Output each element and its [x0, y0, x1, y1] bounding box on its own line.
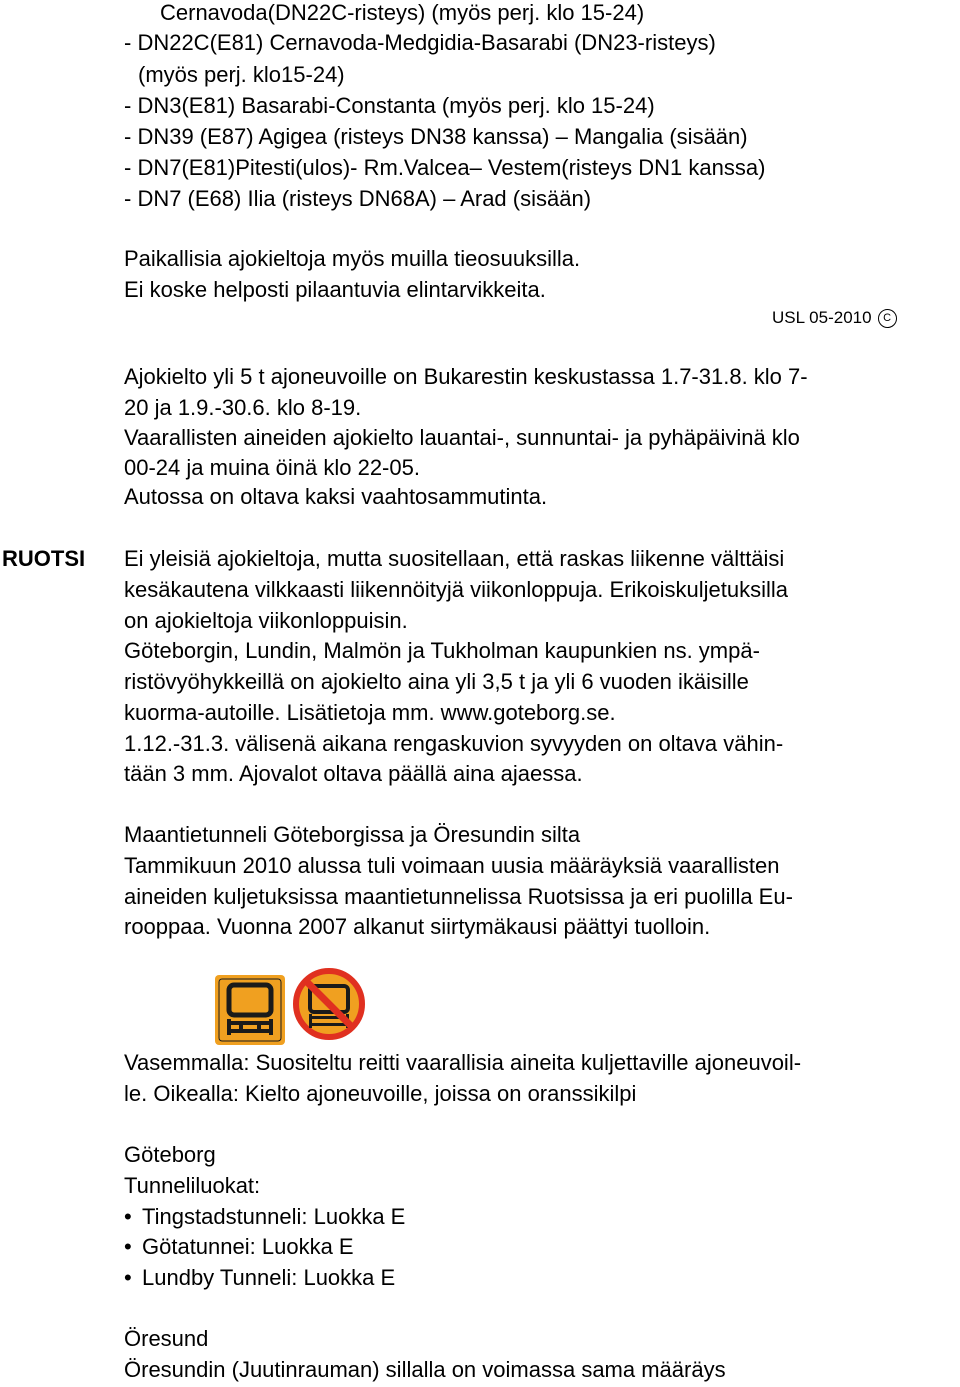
route-line: - DN22C(E81) Cernavoda-Medgidia-Basarabi (DN23-risteys) — [124, 30, 716, 55]
bullet-icon: • — [124, 1234, 132, 1259]
sweden-general-line: Göteborgin, Lundin, Malmön ja Tukholman kaupunkien ns. ympä- — [124, 638, 760, 663]
tunnel-item: Lundby Tunneli: Luokka E — [142, 1265, 396, 1290]
tunnel-line: rooppaa. Vuonna 2007 alkanut siirtymäkausi päättyi tuolloin. — [124, 914, 711, 939]
route-line: Cernavoda(DN22C-risteys) (myös perj. klo 15-24) — [160, 0, 645, 25]
bucharest-line: Ajokielto yli 5 t ajoneuvoille on Bukarestin keskustassa 1.7-31.8. klo 7- — [124, 364, 808, 389]
bucharest-line: Vaarallisten aineiden ajokielto lauantai-, sunnuntai- ja pyhäpäivinä klo — [124, 425, 800, 450]
oresund-title: Öresund — [124, 1326, 209, 1351]
hazmat-route-sign-icon — [215, 975, 285, 1045]
sweden-general-line: ristövyöhykkeillä on ajokielto aina yli 3,5 t ja yli 6 vuoden ikäisille — [124, 669, 749, 694]
route-line: - DN39 (E87) Agigea (risteys DN38 kanssa) – Mangalia (sisään) — [124, 124, 748, 149]
bucharest-line: 00-24 ja muina öinä klo 22-05. — [124, 455, 420, 480]
sweden-general-line: on ajokieltoja viikonloppuisin. — [124, 608, 408, 633]
local-bans-line: Ei koske helposti pilaantuvia elintarvikkeita. — [124, 277, 546, 302]
route-line: - DN7 (E68) Ilia (risteys DN68A) – Arad (sisään) — [124, 186, 592, 211]
country-heading: RUOTSI — [2, 546, 86, 571]
sweden-general-line: kuorma-autoille. Lisätietoja mm. www.goteborg.se. — [124, 700, 616, 725]
signs-caption-line: le. Oikealla: Kielto ajoneuvoille, joissa on oranssikilpi — [124, 1081, 637, 1106]
bullet-icon: • — [124, 1265, 132, 1290]
sweden-general-line: 1.12.-31.3. välisenä aikana rengaskuvion syvyyden on oltava vähin- — [124, 731, 784, 756]
bucharest-line: Autossa on oltava kaksi vaahtosammutinta. — [124, 484, 548, 509]
tunnel-line: Tammikuun 2010 alussa tuli voimaan uusia määräyksiä vaarallisten — [124, 853, 780, 878]
route-line: (myös perj. klo15-24) — [138, 62, 345, 87]
copyright-note — [772, 305, 897, 331]
oresund-text: Öresundin (Juutinrauman) sillalla on voimassa sama määräys — [124, 1357, 726, 1382]
bucharest-line: 20 ja 1.9.-30.6. klo 8-19. — [124, 395, 362, 420]
tunnel-heading: Maantietunneli Göteborgissa ja Öresundin silta — [124, 822, 581, 847]
bullet-icon: • — [124, 1204, 132, 1229]
local-bans-line: Paikallisia ajokieltoja myös muilla tieosuuksilla. — [124, 246, 581, 271]
sweden-general-line: Ei yleisiä ajokieltoja, mutta suositellaan, että raskas liikenne välttäisi — [124, 546, 785, 571]
sweden-general-line: kesäkautena vilkkaasti liikennöityjä viikonloppuja. Erikoiskuljetuksilla — [124, 577, 788, 602]
list-item — [124, 1265, 395, 1291]
route-line: - DN3(E81) Basarabi-Constanta (myös perj. klo 15-24) — [124, 93, 655, 118]
tunnel-classes-title: Tunneliluokat: — [124, 1173, 261, 1198]
tunnel-line: aineiden kuljetuksissa maantietunnelissa Ruotsissa ja eri puolilla Eu- — [124, 884, 793, 909]
list-item — [124, 1234, 354, 1260]
goteborg-title: Göteborg — [124, 1142, 216, 1167]
no-hazmat-sign-icon — [293, 968, 365, 1040]
route-line: - DN7(E81)Pitesti(ulos)- Rm.Valcea– Vestem(risteys DN1 kanssa) — [124, 155, 766, 180]
tunnel-item: Tingstadstunneli: Luokka E — [142, 1204, 406, 1229]
copyright-text: USL 05-2010 — [772, 308, 872, 327]
copyright-icon: C — [878, 309, 897, 328]
tunnel-item: Götatunnei: Luokka E — [142, 1234, 354, 1259]
sweden-general-line: tään 3 mm. Ajovalot oltava päällä aina ajaessa. — [124, 761, 583, 786]
signs-caption-line: Vasemmalla: Suositeltu reitti vaarallisia aineita kuljettaville ajoneuvoil- — [124, 1050, 802, 1075]
list-item — [124, 1204, 405, 1230]
